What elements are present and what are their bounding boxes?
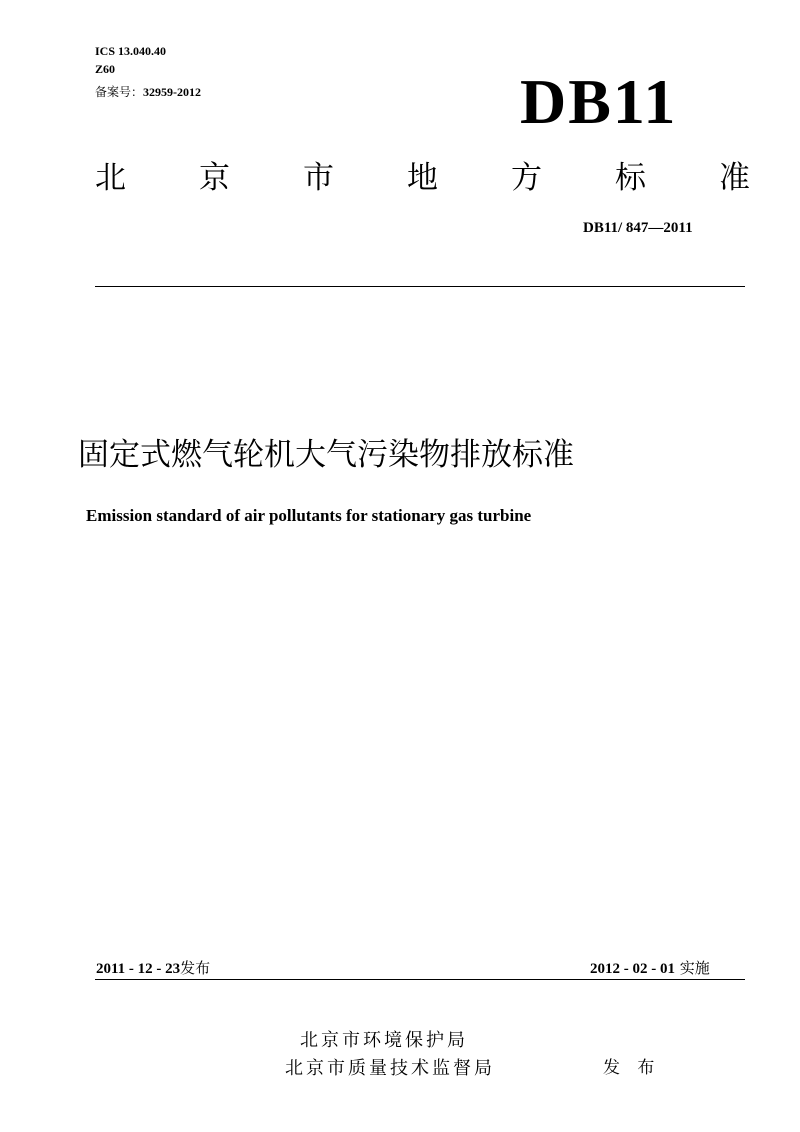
standard-number: DB11/ 847—2011 — [583, 220, 693, 236]
record-value: 32959-2012 — [143, 85, 202, 99]
publish-label: 发 布 — [603, 1058, 661, 1078]
document-title-cn: 固定式燃气轮机大气污染物排放标准 — [78, 437, 574, 473]
standard-type-char: 准 — [719, 160, 750, 196]
document-title-en: Emission standard of air pollutants for stationary gas turbine — [86, 506, 532, 525]
implement-date-value: 2012 - 02 - 01 — [590, 961, 675, 977]
implement-date — [590, 957, 710, 980]
issuer-quality-bureau: 北京市质量技术监督局 — [285, 1058, 495, 1079]
standard-type-char: 京 — [199, 160, 230, 196]
standard-type-char: 标 — [615, 160, 646, 196]
ics-code: ICS 13.040.40 — [95, 44, 167, 58]
standard-type — [95, 158, 750, 198]
standard-type-char: 方 — [511, 160, 542, 196]
implement-date-label: 实施 — [679, 959, 710, 977]
issuer-environment-bureau: 北京市环境保护局 — [300, 1030, 468, 1051]
footer-divider — [95, 979, 745, 980]
issue-date — [96, 957, 210, 980]
standard-type-char: 北 — [95, 160, 126, 196]
record-number — [95, 85, 201, 99]
record-label: 备案号： — [95, 85, 144, 99]
header-divider — [95, 286, 745, 287]
standard-type-char: 市 — [303, 160, 334, 196]
standard-code: DB11 — [520, 66, 678, 137]
issue-date-label: 发布 — [180, 959, 211, 977]
issue-date-value: 2011 - 12 - 23 — [96, 961, 181, 977]
standard-type-char: 地 — [407, 160, 438, 196]
ccs-code: Z60 — [95, 62, 116, 76]
